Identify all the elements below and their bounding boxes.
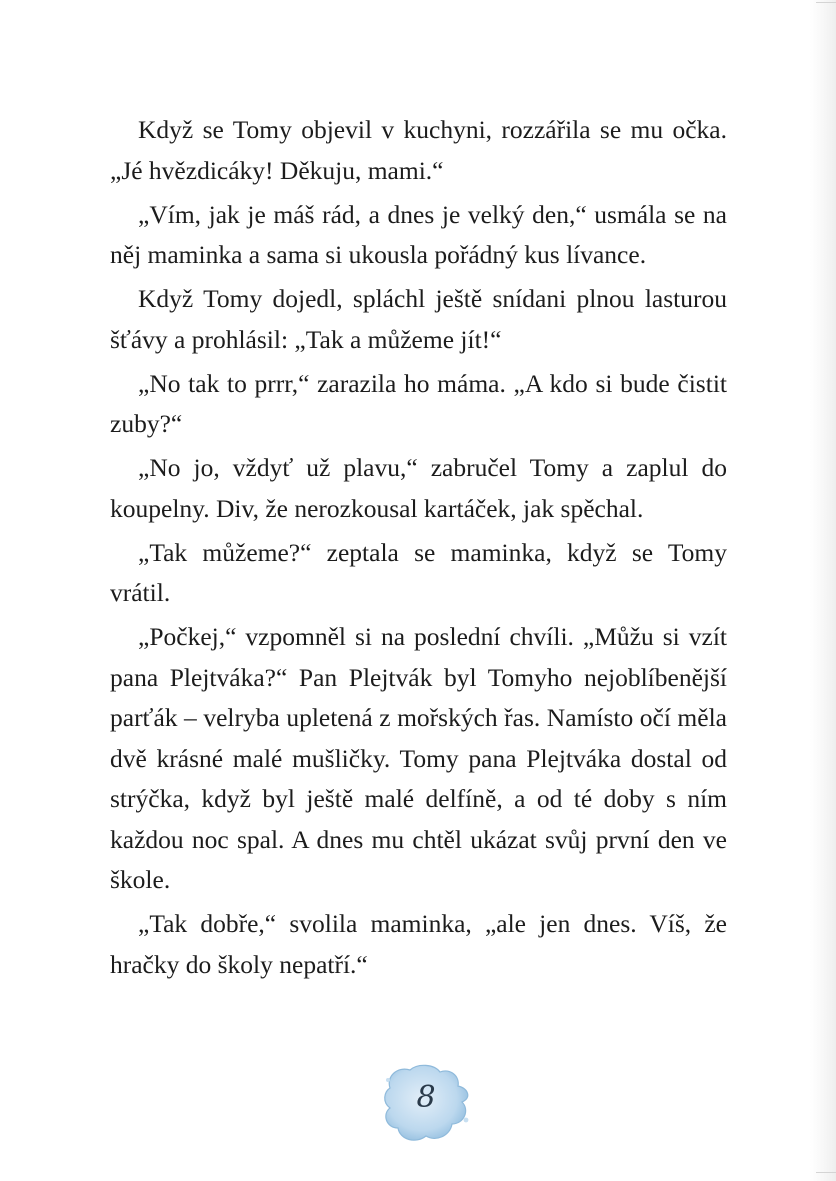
paragraph-7: „Počkej,“ vzpomněl si na poslední chvíli. „Můžu si vzít pana Plejtváka?“ Pan Plejtvák byl Tomyho nejoblíbenější parťák – velryba upletená z mořských řas. Namísto očí měla dvě krásné malé mušličky. Tomy pana Plejtváka dostal od strýčka, když byl ještě malé delfíně, a od té doby s ním každou noc spal. A dnes mu chtěl ukázat svůj první den ve škole. — [110, 622, 727, 894]
paragraph-8: „Tak dobře,“ svolila maminka, „ale jen dnes. Víš, že hračky do školy nepatří.“ — [110, 909, 727, 979]
paragraph-2: „Vím, jak je máš rád, a dnes je velký den,“ usmála se na něj maminka a sama si ukousla pořádný kus lívance. — [110, 199, 727, 269]
paragraph-5: „No jo, vždyť už plavu,“ zabručel Tomy a zaplul do koupelny. Div, že nerozkousal kartáček, jak spěchal. — [110, 453, 727, 523]
paragraph-1: Když se Tomy objevil v kuchyni, rozzářila se mu očka. „Jé hvězdicáky! Děkuju, mami.“ — [110, 115, 727, 185]
page-edge-mark-top — [816, 2, 836, 3]
page-number-value: 8 — [416, 1080, 436, 1115]
page-edge-mark-bottom — [816, 1172, 836, 1173]
paragraph-4: „No tak to prrr,“ zarazila ho máma. „A kdo si bude čistit zuby?“ — [110, 368, 727, 438]
page-number — [376, 1058, 476, 1148]
story-text — [110, 110, 727, 989]
page-edge — [810, 0, 836, 1181]
paragraph-6: „Tak můžeme?“ zeptala se maminka, když se Tomy vrátil. — [110, 537, 727, 607]
paragraph-3: Když Tomy dojedl, spláchl ještě snídani plnou lasturou šťávy a prohlásil: „Tak a můžeme jít!“ — [110, 284, 727, 354]
